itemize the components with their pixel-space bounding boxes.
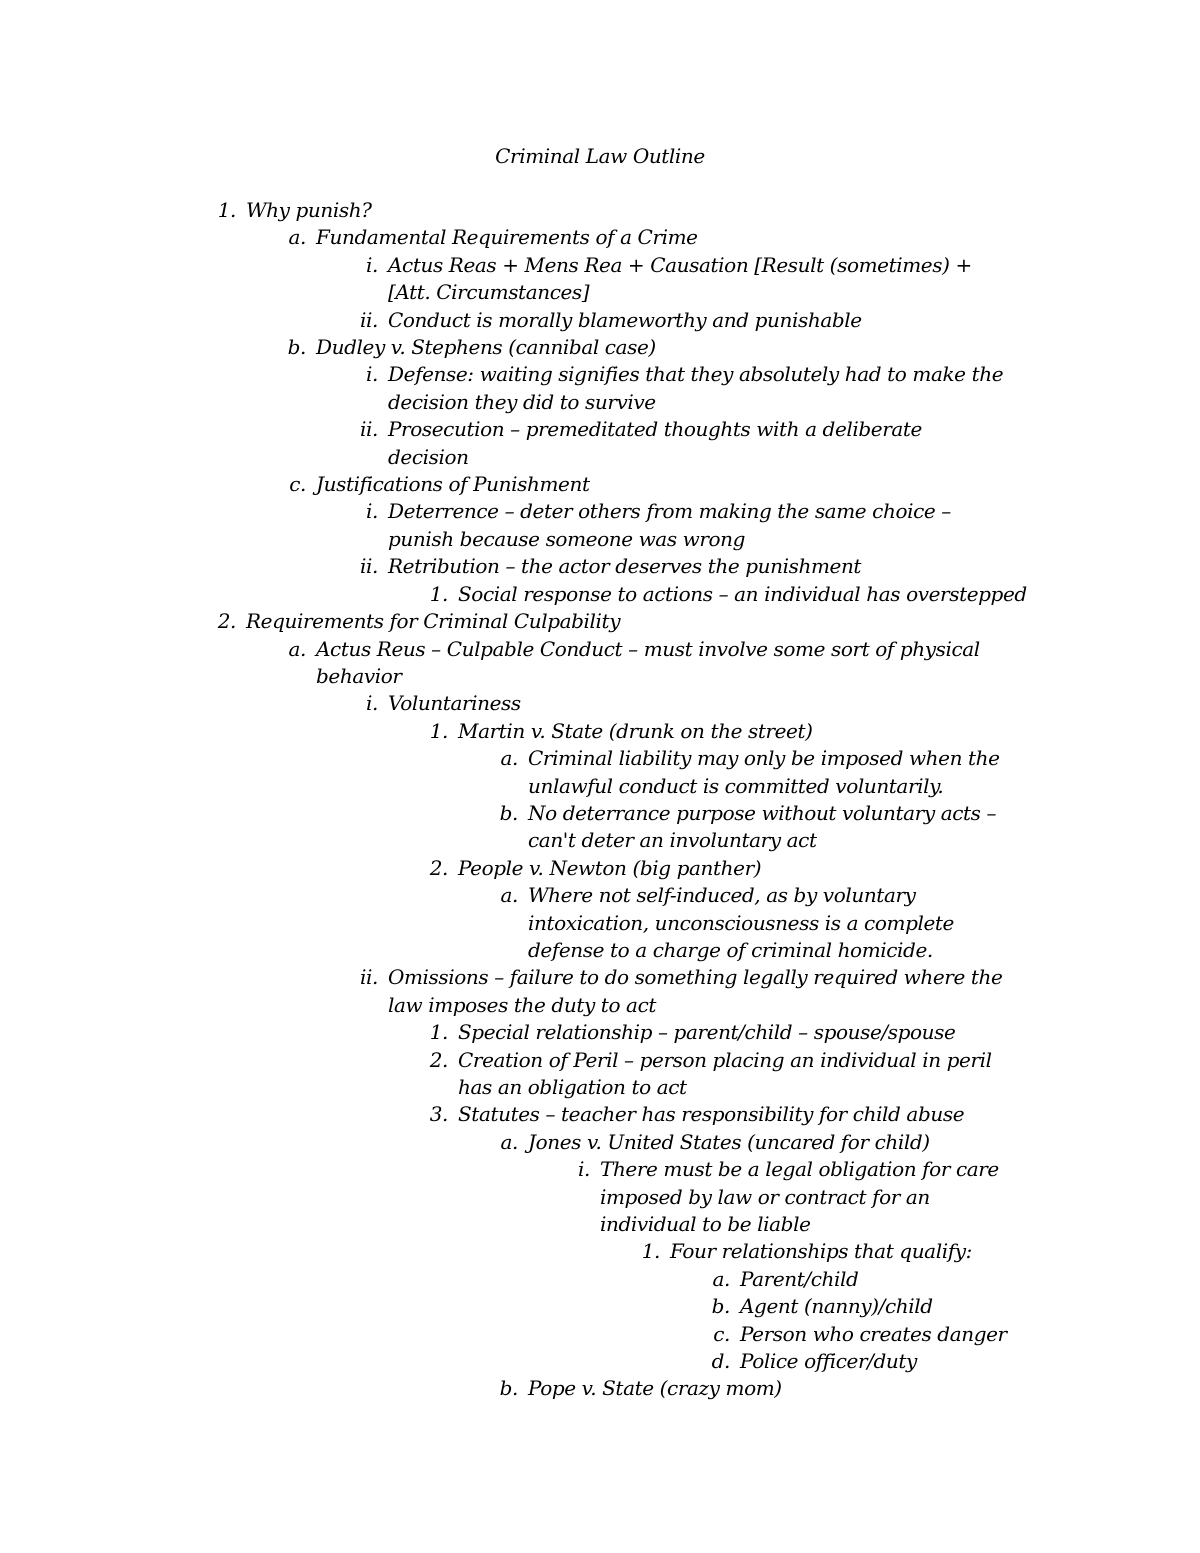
outline-item-text: Statutes – teacher has responsibility for child abuse: [458, 1102, 965, 1127]
outline-item: [0, 636, 996, 691]
outline-item: [0, 608, 1026, 635]
outline-item: [0, 1348, 1020, 1375]
outline-item-number: c.: [289, 472, 306, 497]
outline-item-number: 2.: [429, 855, 448, 880]
outline-item: [0, 498, 1008, 553]
outline-item-text: Conduct is morally blameworthy and punishable: [388, 307, 862, 332]
outline-item-number: a.: [500, 1129, 518, 1154]
outline-item-text: Defense: waiting signifies that they absolutely had to make the decision they did to survive: [388, 362, 1004, 414]
outline-item-number: b.: [711, 1294, 730, 1319]
outline-item-text: Dudley v. Stephens (cannibal case): [316, 335, 656, 360]
outline-item: [0, 882, 1008, 964]
outline-item-number: b.: [499, 1376, 518, 1401]
outline-item-number: 1.: [429, 718, 448, 743]
outline-item: [0, 1156, 1000, 1238]
outline-item-number: i.: [366, 691, 378, 716]
outline-item: [0, 1101, 1028, 1128]
outline-item-text: Social response to actions – an individual has overstepped: [458, 581, 1027, 606]
outline-item: [0, 553, 1008, 580]
outline-item-text: Why punish?: [246, 198, 372, 222]
outline-item: [0, 1129, 1008, 1156]
outline-item: [0, 690, 1008, 717]
outline-item-number: ii.: [360, 965, 378, 990]
outline-item-text: Police officer/duty: [740, 1349, 917, 1374]
outline-item-number: ii.: [360, 307, 378, 332]
outline-item-number: ii.: [360, 417, 378, 442]
outline-item-text: Deterrence – deter others from making the same choice – punish because someone was wrong: [388, 499, 951, 551]
outline-list: [0, 197, 1200, 1403]
outline-item-text: Pope v. State (crazy mom): [528, 1376, 782, 1401]
outline-item: [0, 1375, 1008, 1402]
outline-item: [0, 718, 1028, 745]
outline-item-text: Requirements for Criminal Culpability: [246, 609, 621, 634]
document-title: Criminal Law Outline: [495, 144, 705, 168]
outline-item-number: 3.: [429, 1102, 448, 1127]
outline-item-text: Actus Reas + Mens Rea + Causation [Result (sometimes) + [Att. Circumstances]: [388, 252, 972, 305]
outline-item: [0, 361, 1008, 416]
outline-item: [0, 581, 1028, 608]
outline-item: [0, 1266, 1020, 1293]
outline-item-text: Special relationship – parent/child – spouse/spouse: [458, 1020, 956, 1045]
outline-item-number: ii.: [360, 554, 378, 579]
outline-item: [0, 252, 1008, 307]
outline-item-number: b.: [499, 800, 518, 825]
outline-item-text: Justifications of Punishment: [316, 472, 590, 497]
outline-item-text: Actus Reus – Culpable Conduct – must involve some sort of physical behavior: [316, 636, 980, 688]
outline-item-text: Criminal liability may only be imposed when the unlawful conduct is committed voluntarily.: [528, 746, 1000, 798]
outline-item-number: 1.: [429, 1020, 448, 1045]
outline-item: [0, 471, 996, 498]
outline-item-number: a.: [288, 636, 306, 661]
outline-item-number: 2.: [429, 1047, 448, 1072]
outline-item: [0, 334, 996, 361]
outline-item-number: a.: [500, 746, 518, 771]
outline-item-text: Creation of Peril – person placing an individual in peril has an obligation to act: [458, 1047, 992, 1099]
outline-item-text: Where not self-induced, as by voluntary intoxication, unconsciousness is a complete defense to a charge of criminal homicide.: [528, 883, 954, 962]
outline-item-number: 1.: [641, 1239, 660, 1264]
outline-item: [0, 1047, 1028, 1102]
outline-item-number: a.: [712, 1266, 730, 1291]
outline-item-text: Omissions – failure to do something legally required where the law imposes the duty to act: [388, 965, 1003, 1017]
outline-item-text: Martin v. State (drunk on the street): [458, 718, 813, 743]
outline-item-number: 1.: [217, 198, 236, 222]
outline-item: [0, 1293, 1020, 1320]
outline-item-text: No deterrance purpose without voluntary acts – can't deter an involuntary act: [528, 800, 997, 853]
outline-item-text: Retribution – the actor deserves the punishment: [388, 554, 862, 579]
outline-item-text: Prosecution – premeditated thoughts with a deliberate decision: [388, 417, 922, 469]
outline-item-number: a.: [288, 225, 306, 250]
outline-item-number: i.: [366, 252, 378, 277]
outline-item-text: People v. Newton (big panther): [458, 855, 762, 880]
outline-item: [0, 416, 1008, 471]
outline-item-text: Jones v. United States (uncared for child): [528, 1129, 930, 1154]
outline-item-number: i.: [366, 499, 378, 524]
outline-item-number: i.: [578, 1157, 590, 1182]
outline-item-number: 2.: [217, 609, 236, 634]
outline-item-text: Voluntariness: [388, 691, 521, 716]
outline-item: [0, 964, 1008, 1019]
outline-item-number: d.: [711, 1349, 730, 1374]
outline-item-text: Parent/child: [740, 1266, 859, 1291]
outline-item: [0, 745, 1008, 800]
outline-item: [0, 1238, 1010, 1265]
outline-item: [0, 224, 996, 251]
outline-item-number: b.: [287, 335, 306, 360]
outline-item-text: Fundamental Requirements of a Crime: [316, 225, 698, 250]
outline-item-number: c.: [713, 1321, 730, 1346]
outline-item: [0, 307, 1008, 334]
outline-item-number: a.: [500, 883, 518, 908]
outline-item: [0, 197, 1026, 224]
outline-item-number: 1.: [429, 581, 448, 606]
outline-item-text: Four relationships that qualify:: [670, 1239, 972, 1264]
outline-item: [0, 855, 1028, 882]
outline-item-text: Agent (nanny)/child: [740, 1294, 933, 1319]
outline-item-number: i.: [366, 362, 378, 387]
outline-item-text: There must be a legal obligation for care imposed by law or contract for an individual to be liable: [600, 1157, 999, 1237]
outline-item-text: Person who creates danger: [740, 1321, 1007, 1346]
outline-item: [0, 800, 1008, 855]
outline-item: [0, 1019, 1028, 1046]
outline-item: [0, 1321, 1020, 1348]
